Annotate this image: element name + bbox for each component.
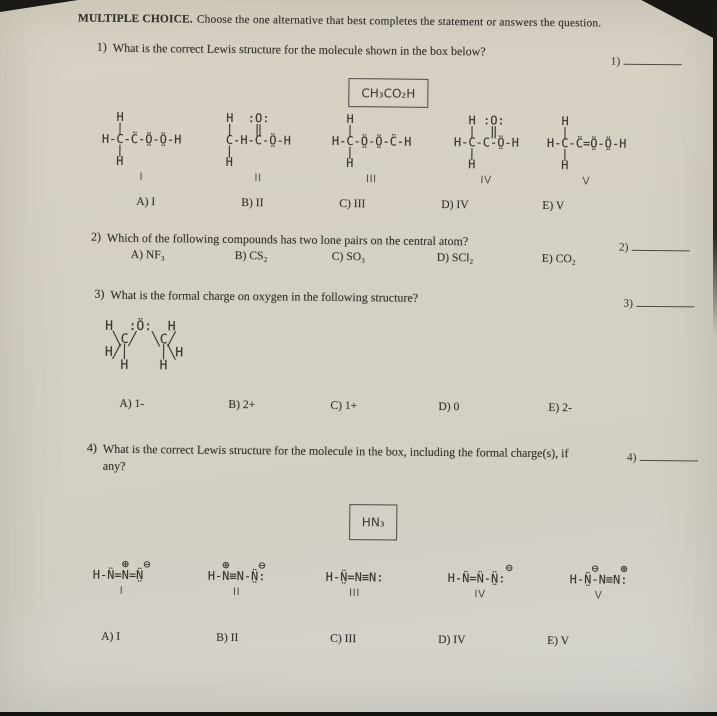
- q3-choice-a: A) 1-: [119, 396, 145, 411]
- question-4-number: 4): [86, 440, 98, 455]
- q4-formula: HN₃: [361, 515, 385, 530]
- photo-edge-shadow-right: [713, 0, 717, 335]
- exam-instructions: [78, 12, 638, 29]
- q4-structure-IV-label: IV: [474, 588, 486, 601]
- question-4-answer-blank: [639, 449, 697, 462]
- instructions-bold-label: MULTIPLE CHOICE.: [78, 12, 193, 26]
- question-1-text: What is the correct Lewis structure for the molecule shown in the box below?: [112, 40, 486, 59]
- question-3-answer-slot: [623, 295, 694, 311]
- question-2-answer-number: 2): [618, 241, 629, 254]
- question-2: [91, 230, 621, 252]
- q1-structure-I: [101, 109, 182, 184]
- question-2-answer-blank: [631, 239, 689, 252]
- question-1-answer-number: 1): [610, 55, 621, 68]
- q3-choice-b: B) 2+: [228, 397, 256, 412]
- q4-structure-III-diagram: H-N̤̈=N≡N:: [325, 558, 384, 585]
- q4-structure-I-diagram: ⊕ ⊖ H-N̈=N=N̤̈: [92, 556, 151, 583]
- q4-choice-d: D) IV: [438, 632, 466, 647]
- q4-structure-V-diagram: ⊖ ⊕ H-N̤̈-N≡N:: [569, 561, 628, 587]
- q1-choice-c: C) III: [339, 196, 366, 211]
- q3-structure-diagram: H :Ö: H ╲C╱ ╲C╱ H╱│ │╲H H H: [104, 318, 184, 374]
- question-1-answer-blank: [623, 53, 681, 66]
- q3-choice-e: E) 2-: [548, 401, 572, 415]
- q1-structure-III-diagram: H | H-C-Ö̤-Ö̤-C̈-H | H: [331, 111, 412, 171]
- q1-structure-IV-label: IV: [480, 174, 492, 187]
- q4-structure-II-label: II: [232, 585, 241, 599]
- q4-structure-V-label: V: [594, 589, 603, 602]
- question-4-answer-slot: [627, 449, 698, 465]
- q4-structure-IV: [448, 562, 513, 601]
- q2-choice-e: E) CO₂: [541, 251, 576, 266]
- q4-choice-a: A) I: [101, 629, 121, 643]
- q4-structure-V: [570, 563, 628, 602]
- q1-formula-box: [348, 78, 428, 108]
- q2-choice-c: C) SO₃: [331, 249, 366, 264]
- q2-choice-b: B) CS₂: [234, 248, 268, 263]
- q1-structure-V: [546, 113, 627, 188]
- q1-structure-I-label: I: [139, 171, 144, 184]
- q3-choice-d: D) 0: [438, 399, 460, 414]
- q3-choice-c: C) 1+: [330, 398, 358, 413]
- question-1: [97, 40, 617, 62]
- question-3-number: 3): [94, 286, 105, 301]
- q3-structure: [105, 320, 184, 373]
- q2-choice-d: D) SCl₂: [436, 250, 474, 265]
- question-3-text: What is the formal charge on oxygen in the following structure?: [110, 287, 419, 305]
- q1-choice-b: B) II: [241, 196, 264, 210]
- q2-choice-a: A) NF₃: [130, 247, 165, 262]
- q1-choice-d: D) IV: [441, 197, 469, 212]
- q4-structure-I: [92, 556, 151, 598]
- q4-choice-b: B) II: [216, 630, 239, 645]
- question-4: [87, 441, 592, 481]
- question-2-text: Which of the following compounds has two lone pairs on the central atom?: [106, 230, 469, 249]
- question-3: [94, 287, 624, 309]
- question-3-answer-number: 3): [623, 297, 634, 310]
- q1-choice-a: A) I: [136, 195, 156, 209]
- q4-choice-c: C) III: [330, 631, 357, 646]
- q1-choice-e: E) V: [542, 198, 565, 213]
- q4-structure-III: [325, 558, 384, 600]
- question-4-answer-number: 4): [626, 451, 637, 464]
- q4-formula-box: [349, 504, 397, 540]
- q4-structure-IV-diagram: ⊖ H-N̈=N̈-N̤̈:: [447, 560, 513, 586]
- q1-structure-I-diagram: H | H-C-C̈-Ö̤-Ö̤-H | H: [101, 109, 182, 168]
- q1-structure-II-label: II: [254, 172, 262, 185]
- q1-structure-III-label: III: [365, 173, 377, 186]
- q1-structure-V-diagram: H | H-C-C̈=Ö̤-Ö̤-H | H: [546, 113, 627, 173]
- q4-choice-e: E) V: [547, 634, 570, 648]
- q1-structure-II-diagram: H :O: | ‖ C-H-C-Ö̤-H | H: [225, 110, 292, 169]
- question-1-number: 1): [96, 39, 107, 54]
- question-3-answer-blank: [636, 295, 694, 308]
- q1-structure-V-label: V: [582, 175, 591, 188]
- instructions-text: Choose the one alternative that best completes the statement or answers the question.: [196, 13, 602, 30]
- question-4-text: What is the correct Lewis structure for the molecule in the box, including the formal charge(s), if any?: [102, 441, 569, 474]
- q1-structure-IV-diagram: H :O: | ‖ H-C-C-Ö̤-H | H: [453, 113, 520, 172]
- question-1-answer-slot: [611, 53, 682, 69]
- q1-structure-II: [225, 110, 292, 185]
- q4-structure-I-label: I: [119, 584, 124, 597]
- q4-structure-II-diagram: ⊕ ⊖ H-N≡N-N̤̈:: [207, 557, 266, 584]
- question-2-answer-slot: [619, 239, 690, 255]
- q1-structure-III: [331, 111, 412, 186]
- q1-formula: CH₃CO₂H: [361, 85, 416, 101]
- question-2-number: 2): [90, 229, 102, 244]
- q1-structure-IV: [453, 115, 519, 187]
- q4-structure-II: [207, 557, 266, 599]
- q4-structure-III-label: III: [349, 587, 360, 600]
